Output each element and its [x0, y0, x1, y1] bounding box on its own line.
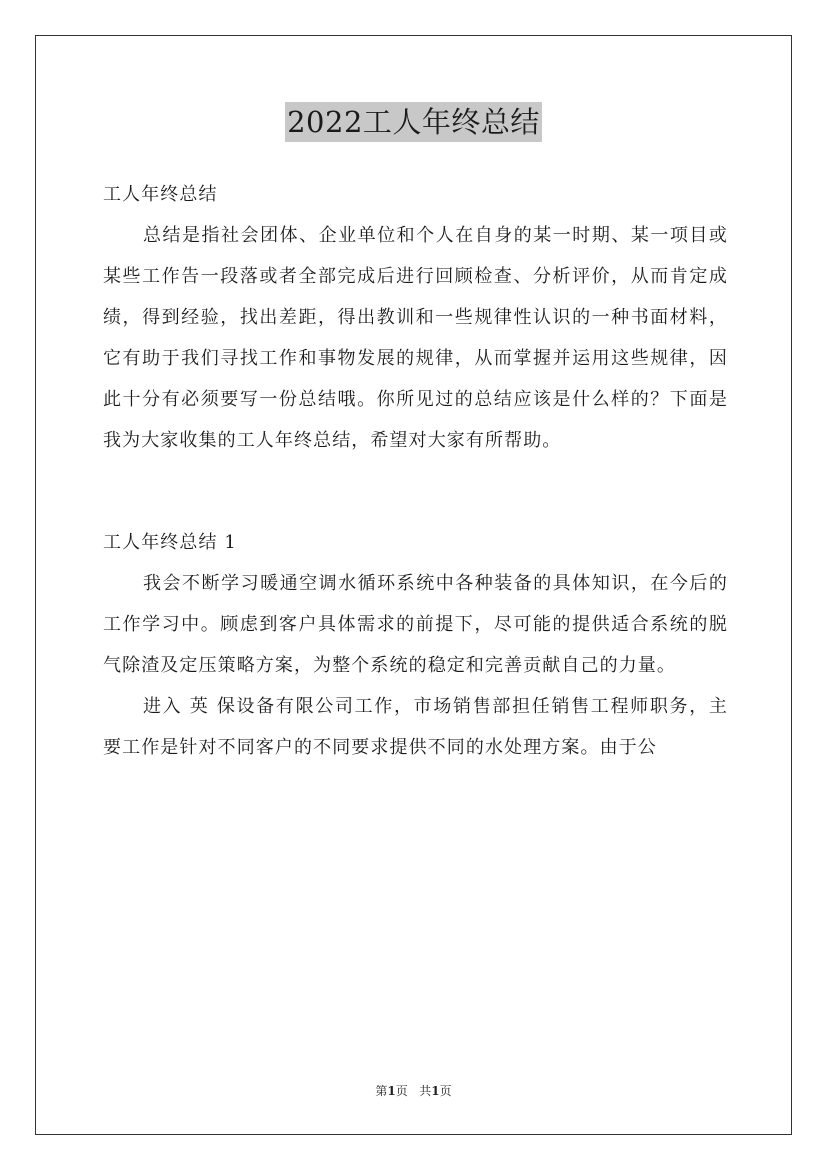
section-spacer: [103, 461, 728, 522]
document-title-text: 2022工人年终总结: [285, 102, 542, 142]
document-title: [0, 102, 827, 142]
section-heading-1: 工人年终总结 1: [103, 532, 237, 553]
section-1-paragraph-1: 我会不断学习暖通空调水循环系统中各种装备的具体知识，在今后的工作学习中。顾虑到客户具体需求的前提下，尽可能的提供适合系统的脱气除渣及定压策略方案，为整个系统的稳定和完善贡献自己的力量。: [103, 573, 728, 676]
section-heading-intro: 工人年终总结: [103, 184, 218, 205]
page-footer: [0, 1083, 827, 1099]
section-1-paragraph-2: 进入 英 保设备有限公司工作，市场销售部担任销售工程师职务，主要工作是针对不同客户的不同要求提供不同的水处理方案。由于公: [103, 696, 728, 758]
page-number-label: 第1页: [375, 1084, 408, 1098]
intro-paragraph: 总结是指社会团体、企业单位和个人在自身的某一时期、某一项目或某些工作告一段落或者全部完成后进行回顾检查、分析评价，从而肯定成绩，得到经验，找出差距，得出教训和一些规律性认识的一种书面材料，它有助于我们寻找工作和事物发展的规律，从而掌握并运用这些规律，因此十分有必须要写一份总结哦。你所见过的总结应该是什么样的？下面是我为大家收集的工人年终总结，希望对大家有所帮助。: [103, 225, 728, 451]
document-body: [103, 174, 728, 768]
total-pages-label: 共1页: [419, 1084, 452, 1098]
